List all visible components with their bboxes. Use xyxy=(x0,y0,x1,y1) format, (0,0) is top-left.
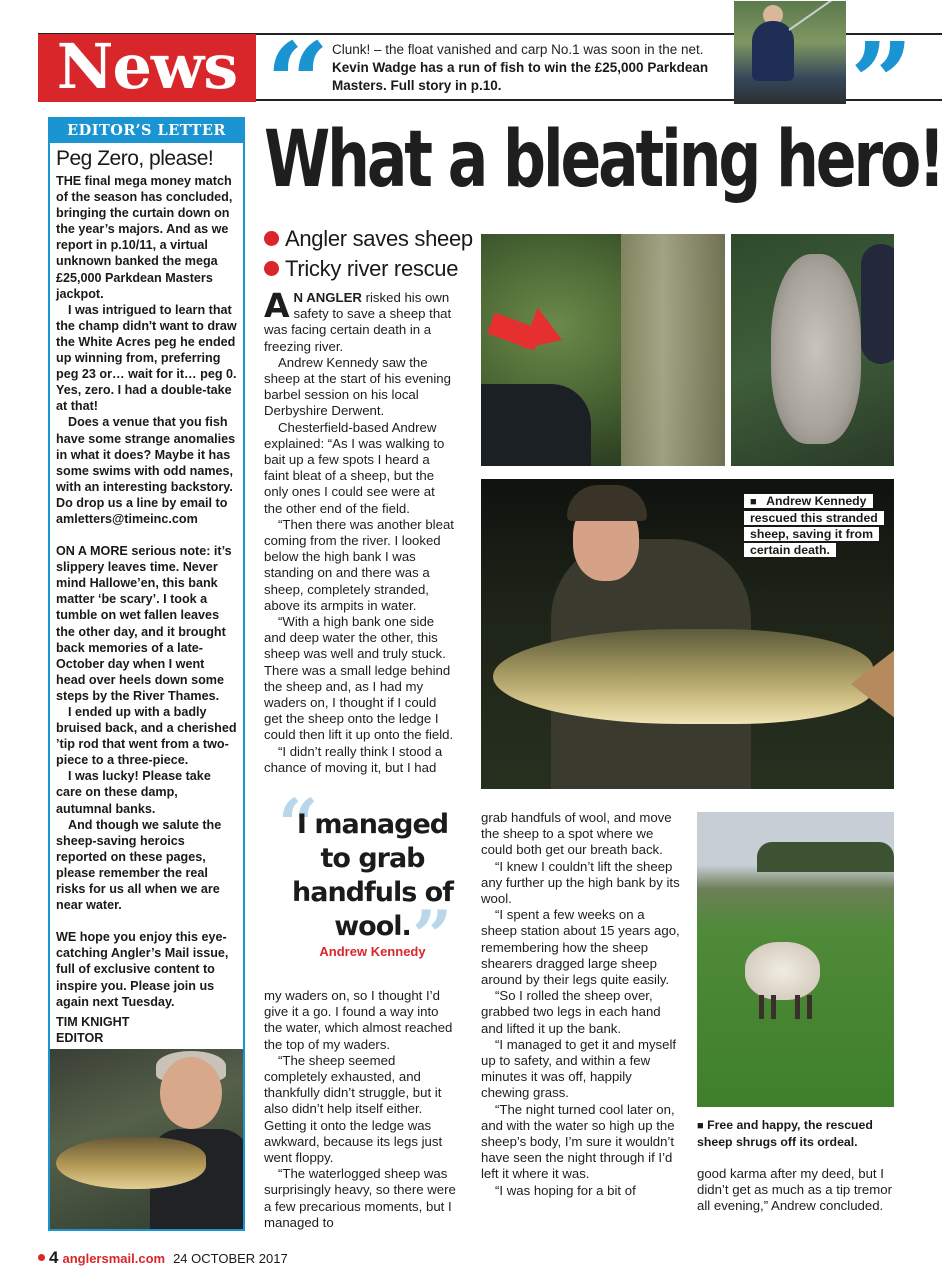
caption-text: Andrew Kennedy rescued this stranded sheep, saving it from certain death. xyxy=(747,494,881,557)
article-paragraph: “So I rolled the sheep over, grabbed two legs in each hand and lifted it up the bank. xyxy=(481,988,661,1036)
editor-paragraph: I was lucky! Please take care on these damp, autumnal banks. xyxy=(56,769,211,816)
editor-paragraph: THE final mega money match of the season has concluded, bringing the curtain down on the year’s majors. And as we report in p.10/11, a virtual unknown banked the mega £25,000 Parkdean Masters jackpot. xyxy=(56,174,233,301)
editors-letter-label: EDITOR’S LETTER xyxy=(50,119,243,143)
lead-in: N ANGLER xyxy=(293,290,362,305)
article-column-1 xyxy=(264,290,456,790)
page-number: 4 xyxy=(49,1248,59,1267)
editor-title: EDITOR xyxy=(56,1030,104,1045)
teaser-line-1: Clunk! – the float vanished and carp No.1 was soon in the net. xyxy=(332,42,704,57)
article-paragraph: Chesterfield-based Andrew explained: “As I was walking to bait up a few spots I heard a faint bleat of a sheep, but the only ones I could see were at the other end of the field. xyxy=(264,419,445,516)
editors-letter xyxy=(48,117,245,1231)
angler-with-barbel-photo xyxy=(481,479,894,789)
stranded-sheep-photo xyxy=(731,234,894,466)
article-paragraph: “With a high bank one side and deep water the other, this sheep was well and truly stuck. There was a small ledge behind the sheep and, as I had my waders on, I thought if I could get the sheep onto the ledge I could then lift it up onto the field. xyxy=(264,614,454,743)
website-link[interactable]: anglersmail.com xyxy=(62,1251,166,1266)
editors-letter-heading: Peg Zero, please! xyxy=(56,147,214,170)
bullet-dot-icon xyxy=(264,231,279,246)
pullquote-close-icon: ” xyxy=(412,895,453,978)
angler-photo xyxy=(734,1,846,104)
article-paragraph: “The waterlogged sheep was surprisingly heavy, so there were a few precarious moments, but I managed to xyxy=(264,1166,456,1230)
editor-paragraph: ON A MORE serious note: it’s slippery leaves time. Never mind Hallowe’en, this bank matter ‘be scary’. I took a tumble on wet fallen leaves the other day, and it brought back memories of a late-October day when I went head over heels down some steps by the River Thames. xyxy=(56,544,232,703)
editor-paragraph: I was intrigued to learn that the champ didn't want to draw the White Acres peg he ended up winning from, preferring peg 23 or… wait for it… peg 0. Yes, zero. I had a double-take at that! xyxy=(56,302,237,414)
standfirst-bullets xyxy=(264,224,473,284)
section-label: News xyxy=(38,34,256,102)
article-paragraph: my waders on, so I thought I’d give it a go. I found a way into the water, which almost reached the top of my waders. xyxy=(264,988,453,1052)
article-paragraph: “I didn’t really think I stood a chance of moving it, but I had xyxy=(264,743,443,775)
editor-paragraph: WE hope you enjoy this eye-catching Angler’s Mail issue, full of exclusive content to inspire you. Please join us again next Tuesday. xyxy=(56,930,229,1009)
article-paragraph: “I knew I couldn’t lift the sheep any further up the high bank by its wool. xyxy=(481,858,680,907)
page-footer xyxy=(38,1249,288,1268)
editor-name: TIM KNIGHT xyxy=(56,1014,130,1029)
bullet-dot-icon xyxy=(264,261,279,276)
bullet-text: Angler saves sheep xyxy=(285,226,473,251)
pullquote-author: Andrew Kennedy xyxy=(319,944,426,959)
bullet-item xyxy=(264,254,473,284)
bullet-text: Tricky river rescue xyxy=(285,256,459,281)
editor-paragraph: Does a venue that you fish have some strange anomalies in what it does? Maybe it has some swims with odd names, with an interesting backstory. Do drop us a line by email to amletters@timeinc.com xyxy=(56,415,236,526)
sheep-in-field-photo xyxy=(697,812,894,1107)
headline: What a bleating hero! xyxy=(264,115,942,205)
open-quote-icon: “ xyxy=(266,18,330,147)
editor-paragraph: And though we salute the sheep-saving heroics reported on these pages, please remember the real risks for us all when we are near water. xyxy=(56,817,222,913)
article-paragraph: “I was hoping for a bit of xyxy=(495,1182,636,1198)
bullet-item xyxy=(264,224,473,254)
article-column-3 xyxy=(697,1166,892,1236)
editor-photo xyxy=(50,1049,243,1229)
editors-letter-body xyxy=(50,173,243,1010)
lead-text: risked his own safety to save a sheep that was facing certain death in a freezing river. xyxy=(264,290,452,354)
article-paragraph: “I spent a few weeks on a sheep station about 15 years ago, remembering how the sheep shearers dragged large sheep around by their legs quite easily. xyxy=(481,907,680,988)
editor-signature xyxy=(50,1010,243,1046)
photo-caption: ■ Andrew Kennedy rescued this stranded sheep, saving it from certain death. xyxy=(744,493,884,558)
article-paragraph: “I managed to get it and myself up to safety, and within a few minutes it was off, happily chewing grass. xyxy=(481,1036,677,1101)
article-column-1b xyxy=(264,988,456,1233)
caption-text: Free and happy, the rescued sheep shrugs off its ordeal. xyxy=(697,1118,873,1149)
article-paragraph: Andrew Kennedy saw the sheep at the start of his evening barbel session on his local Derbyshire Derwent. xyxy=(264,354,451,419)
teaser-line-2: Kevin Wadge has a run of fish to win the £25,000 Parkdean Masters. Full story in p.10. xyxy=(332,60,709,93)
article-column-2 xyxy=(481,810,681,1235)
field-photo-caption: ■ Free and happy, the rescued sheep shrugs off its ordeal. xyxy=(697,1118,873,1149)
pullquote: I managed to grab handfuls of wool. xyxy=(292,809,453,942)
close-quote-icon: ” xyxy=(850,18,914,147)
drop-cap: A xyxy=(264,290,290,325)
editor-paragraph: I ended up with a badly bruised back, and a cherished ’tip rod that went from a two-piece to a three-piece. xyxy=(56,705,237,768)
article-paragraph: “The night turned cool later on, and with the water so high up the sheep’s body, I’m sure it wouldn’t have seen the night through if I’d left it where it was. xyxy=(481,1101,675,1182)
footer-dot-icon xyxy=(38,1254,45,1261)
riverbank-photo xyxy=(481,234,725,466)
issue-date: 24 OCTOBER 2017 xyxy=(173,1251,288,1266)
article-paragraph: “Then there was another bleat coming from the river. I looked below the high bank I was standing on and there was a sheep, completely stranded, above its armpits in water. xyxy=(264,516,454,613)
article-paragraph: “The sheep seemed completely exhausted, and thankfully didn’t struggle, but it also didn’t help itself either. Getting it onto the ledge was awkward, because its legs just went floppy. xyxy=(264,1052,443,1166)
article-paragraph: grab handfuls of wool, and move the sheep to a spot where we could both get our breath back. xyxy=(481,810,672,858)
teaser xyxy=(332,41,737,95)
pullquote-open-icon: “ xyxy=(278,783,319,866)
article-paragraph: good karma after my deed, but I didn’t get as much as a tip tremor all evening,” Andrew concluded. xyxy=(697,1166,892,1214)
